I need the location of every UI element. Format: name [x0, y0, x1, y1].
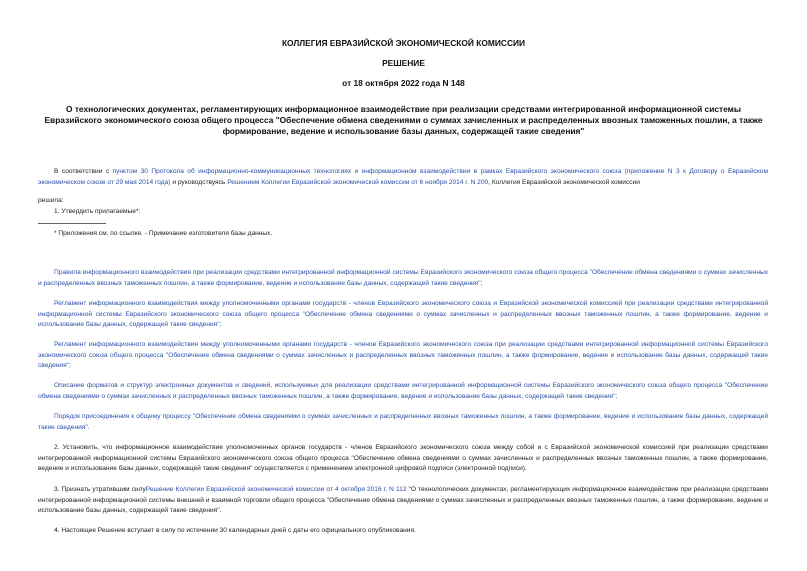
document-date-number: от 18 октября 2022 года N 148 [342, 78, 465, 88]
document-link-rules[interactable]: Правила информационного взаимодействия при реализации средствами интегрированной информационной системы Евразийского экономического союза общего процесса "Обеспечение обмена сведениями о суммах зачисленных и распределенных ввозных таможенных пошлин, а также формирование, ведение и использование базы данных, содержащей такие сведения"; [38, 269, 768, 287]
preamble-text-1: В соответствии с [54, 168, 113, 175]
item-3-text-2: "О технологических документах, регламентирующих информационное взаимодействие при реализации средствами интегрированной информационной системы внешней и взаимной торговли общего процесса "Обеспечение обмена сведениями о суммах зачисленных и распределенных ввозных таможенных пошлин, а также формирование, ведение и использование базы данных, содержащей такие сведения". [38, 486, 769, 514]
footnote-separator [38, 223, 106, 224]
decision-112-link[interactable]: Решение Коллегии Евразийской экономической комиссии от 4 октября 2016 г. N 112 [145, 486, 407, 493]
item-3 [38, 485, 768, 517]
decision-200-link[interactable]: Решением Коллегии Евразийской экономической комиссии от 6 ноября 2014 г. N 200 [227, 178, 489, 186]
preamble-text-3: , Коллегия Евразийской экономической комиссии [488, 178, 640, 186]
protocol-link[interactable]: пунктом 30 Протокола об информационно-коммуникационных технологиях и информационном взаимодействии в рамках Евразийского экономического союза (приложение N 3 к Договору о Евразийском экономическом союзе от 29 мая 2014 года) [38, 168, 768, 186]
issuing-body: КОЛЛЕГИЯ ЕВРАЗИЙСКОЙ ЭКОНОМИЧЕСКОЙ КОМИССИИ [281, 38, 526, 48]
document-link-formats[interactable]: Описание форматов и структур электронных документов и сведений, используемых для реализации средствами интегрированной информационной системы Евразийского экономического союза общего процесса "Обеспечение обмена сведениями о суммах зачисленных и распределенных ввозных таможенных пошлин, а также формирование, ведение и использование базы данных, содержащей такие сведения"; [38, 382, 768, 400]
document-title: О технологических документах, регламентирующих информационное взаимодействие при реализации средствами интегрированной информационной системы Евразийского экономического союза общего процесса "Обеспечение обмена сведениями о суммах зачисленных и распределенных ввозных таможенных пошлин, а также формирование, ведение и использование базы данных, содержащей такие сведения" [44, 104, 763, 136]
footnote: * Приложения см. по ссылке. - Примечание изготовителя базы данных. [54, 230, 273, 237]
item-1: 1. Утвердить прилагаемые*: [54, 208, 141, 215]
item-3-text-1: 3. Признать утратившим силу [54, 486, 146, 493]
document-link-reglament-ees[interactable]: Регламент информационного взаимодействия между уполномоченными органами государств - членов Евразийского экономического союза и Евразийской экономической комиссией при реализации средствами интегрированной информационной системы Евразийского экономического союза общего процесса "Обеспечение обмена сведениями о суммах зачисленных и распределенных ввозных таможенных пошлин, а также формирование, ведение и использование базы данных, содержащей такие сведения"; [38, 300, 768, 328]
document-link-join-procedure[interactable]: Порядок присоединения к общему процессу "Обеспечение обмена сведениями о суммах зачисленных и распределенных ввозных таможенных пошлин, а также формирование, ведение и использование базы данных, содержащей такие сведения". [38, 413, 768, 431]
preamble-text-2: и руководствуясь [170, 178, 228, 186]
item-2: 2. Установить, что информационное взаимодействие уполномоченных органов государств - членов Евразийского экономического союза между собой и с Евразийской экономической комиссией при реализации средствами интегрированной информационной системы Евразийского экономического союза общего процесса "Обеспечение обмена сведениями о суммах зачисленных и распределенных ввозных таможенных пошлин, а также формирование, ведение и использование базы данных, содержащей такие сведения" осуществляется с применением электронной цифровой подписи (электронной подписи). [38, 444, 768, 472]
preamble [38, 167, 768, 188]
resolved-label: решила: [38, 197, 64, 204]
document-type: РЕШЕНИЕ [382, 58, 425, 68]
item-4: 4. Настоящее Решение вступает в силу по истечении 30 календарных дней с даты его официального опубликования. [54, 527, 416, 534]
document-link-reglament-states[interactable]: Регламент информационного взаимодействия между уполномоченными органами государств - членов Евразийского экономического союза при реализации средствами интегрированной информационной системы Евразийского экономического союза общего процесса "Обеспечение обмена сведениями о суммах зачисленных и распределенных ввозных таможенных пошлин, а также формирование, ведение и использование базы данных, содержащей такие сведения"; [38, 341, 768, 369]
